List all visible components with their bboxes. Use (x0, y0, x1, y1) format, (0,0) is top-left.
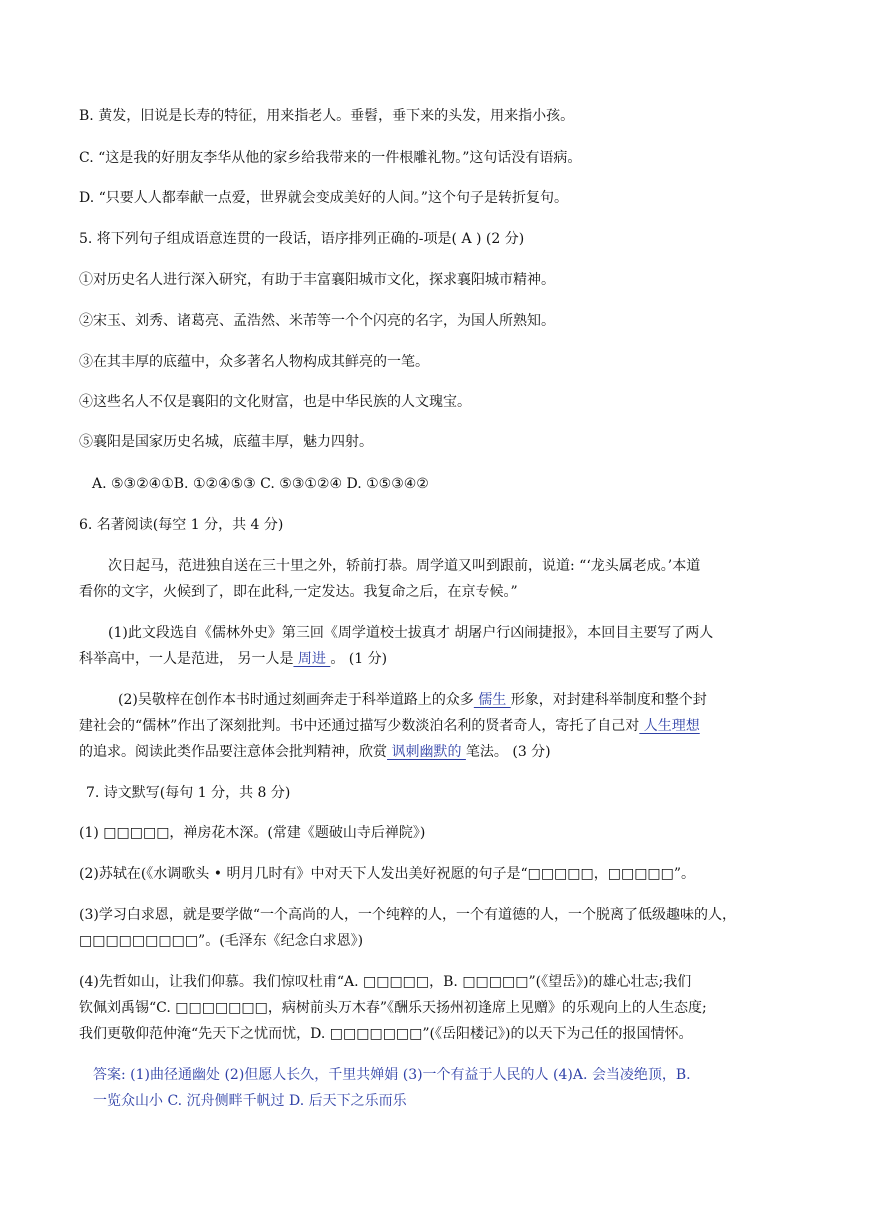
q5-sentence-3: ③在其丰厚的底蕴中，众多著名人物构成其鲜亮的一笔。 (79, 354, 429, 370)
q4-option-c: C. “这是我的好朋友李华从他的家乡给我带来的一件根雕礼物。”这句话没有语病。 (79, 150, 582, 166)
q5-options: A. ⑤③②④①B. ①②④⑤③ C. ⑤③①②④ D. ①⑤③④② (92, 476, 429, 492)
q7-item-4-line-1: (4)先哲如山，让我们仰慕。我们惊叹杜甫“A. □□□□□，B. □□□□□”(《望岳》)的雄心壮志;我们 (79, 974, 692, 990)
q5-sentence-2: ②宋玉、刘秀、诸葛亮、孟浩然、米芾等一个个闪亮的名字，为国人所熟知。 (79, 313, 555, 329)
q4-option-d: D. “只要人人都奉献一点爱，世界就会变成美好的人间。”这个句子是转折复句。 (79, 190, 568, 206)
q4-option-b: B. 黄发，旧说是长寿的特征，用来指老人。垂髫，垂下来的头发，用来指小孩。 (79, 108, 575, 124)
q6-part2-text-c: 建社会的“儒林”作出了深刻批判。书中还通过描写少数淡泊名利的贤者奇人，寄托了自己对 (79, 718, 640, 734)
q5-sentence-1: ①对历史名人进行深入研究，有助于丰富襄阳城市文化，探求襄阳城市精神。 (79, 272, 555, 288)
q6-part1-line-1: (1)此文段选自《儒林外史》第三回《周学道校士拔真才 胡屠户行凶闹捷报》，本回目主要写了两人 (108, 625, 714, 641)
q7-answer-line-2: 一览众山小 C. 沉舟侧畔千帆过 D. 后天下之乐而乐 (93, 1093, 407, 1109)
q7-stem: 7. 诗文默写(每句 1 分，共 8 分) (86, 785, 291, 801)
q6-passage-line-1: 次日起马，范进独自送在三十里之外，轿前打恭。周学道又叫到跟前，说道: “‘龙头属老成。’本道 (108, 558, 701, 574)
q6-part2-answer-1: 儒生 (473, 692, 511, 708)
q7-item-4-line-3: 我们更敬仰范仲淹“先天下之忧而忧，D. □□□□□□□”(《岳阳楼记》)的以天下为己任的报国情怀。 (79, 1026, 693, 1042)
q6-part2-answer-3: 讽刺幽默的 (387, 744, 466, 760)
q6-part2-text-a: (2)吴敬梓在创作本书时通过刻画奔走于科举道路上的众多 (118, 692, 474, 708)
q6-part1-text: 科举高中，一人是范进， 另一人是 (79, 651, 294, 667)
q6-stem: 6. 名著阅读(每空 1 分，共 4 分) (79, 517, 284, 533)
q6-part2-text-d: 的追求。阅读此类作品要注意体会批判精神，欣赏 (79, 744, 387, 760)
q5-stem: 5. 将下列句子组成语意连贯的一段话，语序排列正确的-项是( A ) (2 分) (79, 231, 525, 247)
q6-part1-score: 。 (1 分) (330, 651, 388, 667)
q7-answer-line-1: 答案: (1)曲径通幽处 (2)但愿人长久，千里共婵娟 (3)一个有益于人民的人 (4)A. 会当凌绝顶，B. (93, 1067, 691, 1083)
q6-part2-line-1 (118, 690, 707, 710)
q7-item-2: (2)苏轼在(《水调歌头 • 明月几时有》中对天下人发出美好祝愿的句子是“□□□□□，□□□□□”。 (79, 866, 696, 882)
q6-part2-line-3 (79, 742, 551, 762)
q7-item-3-line-1: (3)学习白求恩，就是要学做“一个高尚的人，一个纯粹的人，一个有道德的人，一个脱离了低级趣味的人， (79, 907, 736, 923)
q6-part2-line-2 (79, 716, 700, 736)
q7-item-3-line-2: □□□□□□□□□”。(毛泽东《纪念白求恩》) (79, 933, 364, 949)
q6-part2-text-b: 形象，对封建科举制度和整个封 (510, 692, 707, 708)
q6-part2-answer-2: 人生理想 (639, 718, 700, 734)
q6-part2-score: 笔法。 (3 分) (465, 744, 551, 760)
q7-item-4-line-2: 钦佩刘禹锡“C. □□□□□□□，病树前头万木春”《酬乐天扬州初逢席上见赠》的乐观向上的人生态度; (79, 1000, 707, 1016)
q5-sentence-4: ④这些名人不仅是襄阳的文化财富，也是中华民族的人文瑰宝。 (79, 394, 471, 410)
q6-part1-answer: 周进 (293, 651, 331, 667)
q6-part1-line-2 (79, 649, 387, 669)
q7-item-1: (1) □□□□□，禅房花木深。(常建《题破山寺后禅院》) (79, 825, 426, 841)
q6-passage-line-2: 看你的文字，火候到了，即在此科,一定发达。我复命之后，在京专候。” (79, 584, 518, 600)
q5-sentence-5: ⑤襄阳是国家历史名城，底蕴丰厚，魅力四射。 (79, 434, 373, 450)
